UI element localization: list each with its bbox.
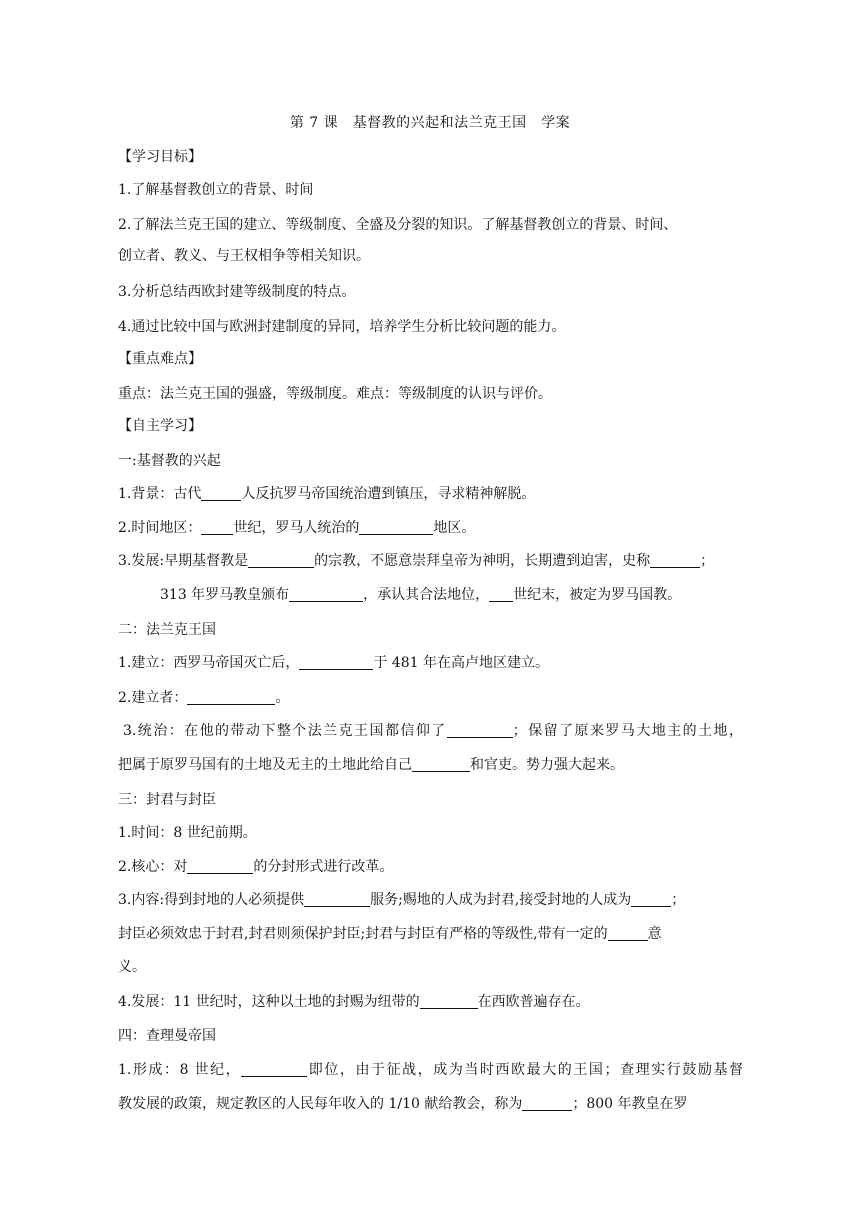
fill-blank bbox=[631, 891, 671, 907]
keypoints-text: 重点：法兰克王国的强盛，等级制度。难点：等级制度的认识与评价。 bbox=[118, 386, 552, 402]
fill-blank bbox=[359, 519, 433, 535]
fill-blank bbox=[289, 586, 363, 602]
part1-item-3-cont: 313 年罗马教皇颁布 ，承认其合法地位， 世纪末，被定为罗马国教。 bbox=[160, 587, 682, 603]
fill-blank bbox=[187, 689, 275, 705]
part1-heading: 一:基督教的兴起 bbox=[118, 453, 221, 469]
fill-blank bbox=[420, 993, 478, 1009]
part4-heading: 四：查理曼帝国 bbox=[118, 1028, 216, 1044]
fill-blank bbox=[299, 654, 373, 670]
part2-item-3-cont: 把属于原罗马国有的土地及无主的土地此给自己 和官吏。势力强大起来。 bbox=[118, 757, 624, 773]
page-title: 第 7 课 基督教的兴起和法兰克王国 学案 bbox=[289, 115, 571, 131]
fill-blank bbox=[187, 858, 253, 874]
part2-item-3: 3.统治：在他的带动下整个法兰克王国都信仰了 ；保留了原来罗马大地主的土地， bbox=[123, 723, 744, 739]
part1-item-2: 2.时间地区： 世纪，罗马人统治的 地区。 bbox=[118, 520, 476, 536]
goal-4: 4.通过比较中国与欧洲封建制度的异同，培养学生分析比较问题的能力。 bbox=[118, 319, 566, 335]
part4-item-1: 1.形成：8 世纪， 即位，由于征战，成为当时西欧最大的王国；查理实行鼓励基督 bbox=[118, 1062, 744, 1078]
fill-blank bbox=[608, 925, 648, 941]
fill-blank bbox=[650, 552, 700, 568]
part1-item-1: 1.背景：古代 人反抗罗马帝国统治遭到镇压，寻求精神解脱。 bbox=[118, 486, 536, 502]
fill-blank bbox=[201, 485, 241, 501]
fill-blank bbox=[522, 1095, 572, 1111]
fill-blank bbox=[412, 756, 470, 772]
part3-item-3-cont: 封臣必须效忠于封君,封君则须保护封臣;封君与封臣有严格的等级性,带有一定的 意 bbox=[118, 926, 662, 942]
part2-item-2: 2.建立者： 。 bbox=[118, 690, 290, 706]
fill-blank bbox=[201, 519, 233, 535]
fill-blank bbox=[241, 1061, 307, 1077]
part3-item-4: 4.发展：11 世纪时，这种以土地的封赐为纽带的 在西欧普遍存在。 bbox=[118, 994, 590, 1010]
part3-item-3: 3.内容:得到封地的人必须提供 服务;赐地的人成为封君,接受封地的人成为 ； bbox=[118, 892, 686, 908]
part3-item-2: 2.核心：对 的分封形式进行改革。 bbox=[118, 859, 394, 875]
fill-blank bbox=[489, 586, 513, 602]
fill-blank bbox=[248, 552, 314, 568]
goal-1: 1.了解基督教创立的背景、时间 bbox=[118, 182, 314, 198]
part1-item-3: 3.发展:早期基督教是 的宗教，不愿意崇拜皇帝为神明，长期遭到迫害，史称 ； bbox=[118, 553, 715, 569]
section-heading-self-study: 【自主学习】 bbox=[118, 418, 202, 434]
part2-heading: 二：法兰克王国 bbox=[118, 622, 216, 638]
part2-item-1: 1.建立：西罗马帝国灭亡后， 于 481 年在高卢地区建立。 bbox=[118, 655, 549, 671]
section-heading-goals: 【学习目标】 bbox=[118, 149, 202, 165]
section-heading-keypoints: 【重点难点】 bbox=[118, 351, 202, 367]
goal-2-line-1: 2.了解法兰克王国的建立、等级制度、全盛及分裂的知识。了解基督教创立的背景、时间、 bbox=[118, 217, 678, 233]
part3-item-1: 1.时间：8 世纪前期。 bbox=[118, 825, 257, 841]
fill-blank bbox=[447, 722, 513, 738]
part3-item-3-end: 义。 bbox=[118, 959, 146, 975]
part4-item-1-cont: 教发展的政策，规定教区的人民每年收入的 1/10 献给教会，称为 ；800 年教皇在罗 bbox=[118, 1096, 688, 1112]
fill-blank bbox=[304, 891, 370, 907]
goal-3: 3.分析总结西欧封建等级制度的特点。 bbox=[118, 284, 356, 300]
goal-2-line-2: 创立者、教义、与王权相争等相关知识。 bbox=[118, 248, 370, 264]
part3-heading: 三：封君与封臣 bbox=[118, 792, 216, 808]
